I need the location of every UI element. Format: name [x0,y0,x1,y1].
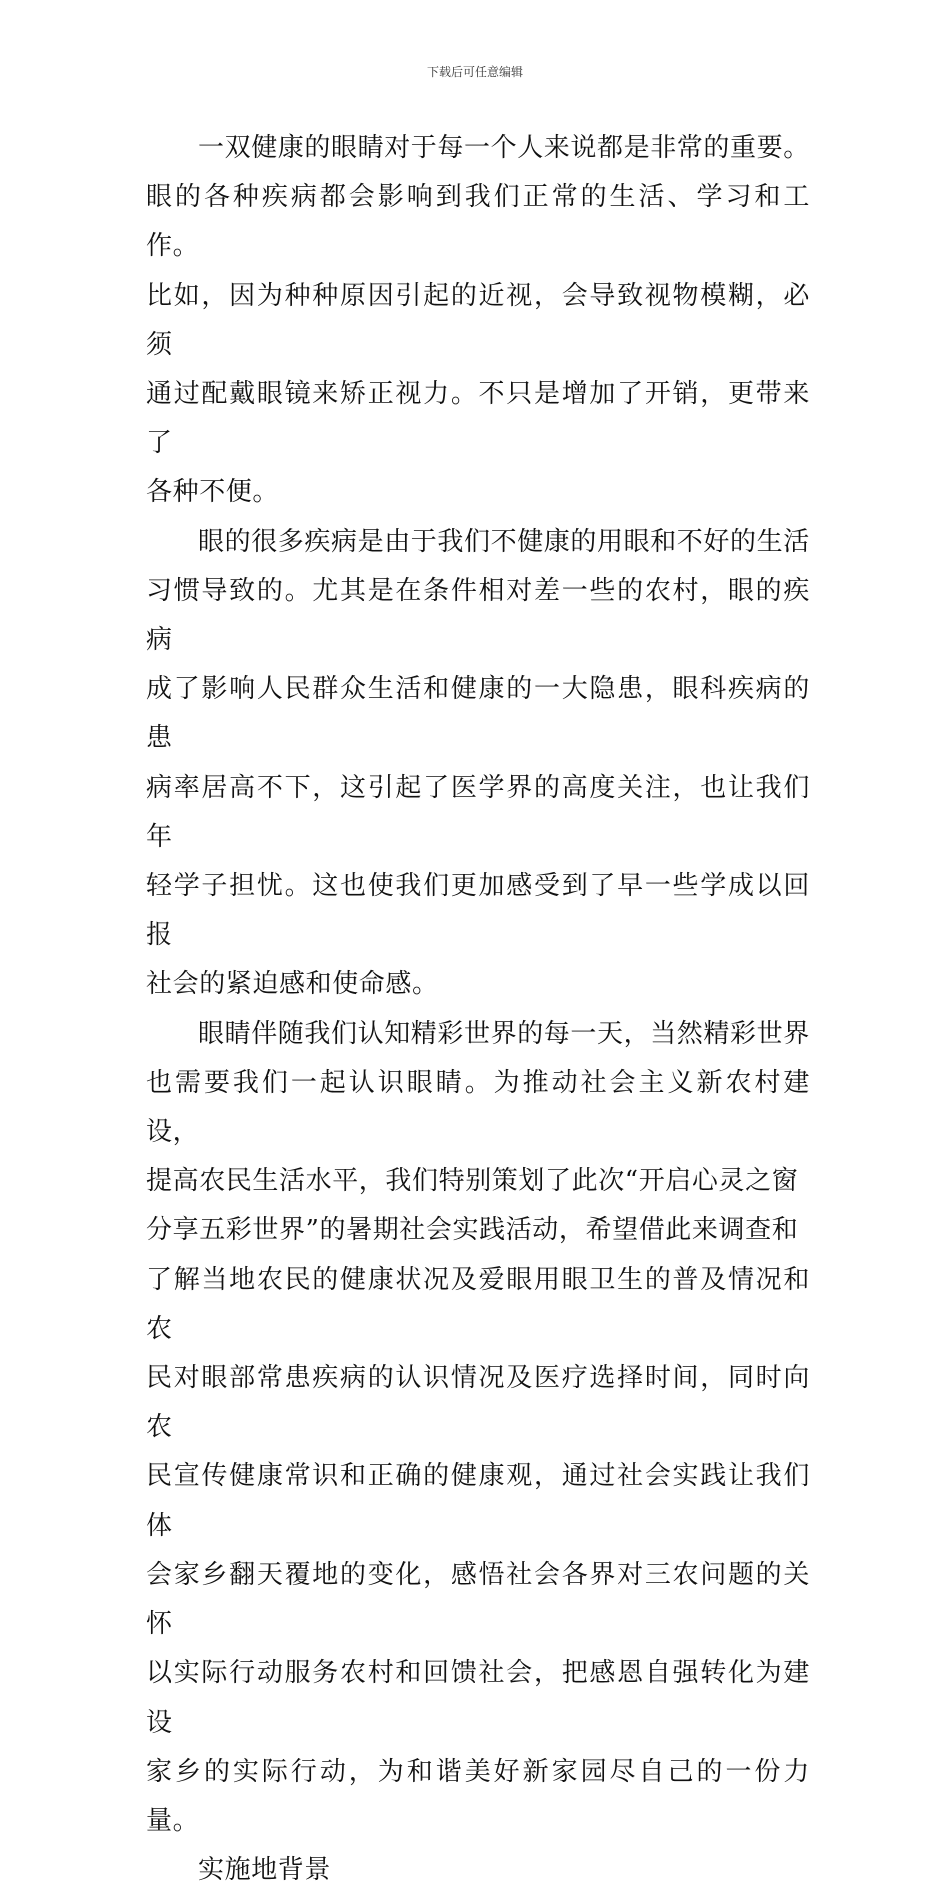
paragraph-line: 会家乡翻天覆地的变化，感悟社会各界对三农问题的关怀 [146,1559,810,1640]
document-body [146,124,810,1895]
paragraph-line: 各种不便。 [146,477,280,508]
paragraph-line: 分享五彩世界”的暑期社会实践活动，希望借此来调查和 [146,1215,799,1246]
paragraph-line: 眼的各种疾病都会影响到我们正常的生活、学习和工作。 [146,182,810,262]
paragraph-line: 一双健康的眼睛对于每一个人来说都是非常的重要。 [198,133,810,163]
page-header: 下载后可任意编辑 [426,65,523,79]
paragraph-line: 眼睛伴随我们认知精彩世界的每一天，当然精彩世界 [198,1018,810,1049]
paragraph-line: 眼的很多疾病是由于我们不健康的用眼和不好的生活 [198,526,810,557]
paragraph-line: 比如，因为种种原因引起的近视，会导致视物模糊，必须 [146,280,810,360]
paragraph-1 [146,124,810,518]
paragraph-line: 社会的紧迫感和使命感。 [146,969,439,1000]
paragraph-line: 以实际行动服务农村和回馈社会，把感恩自强转化为建设 [146,1658,810,1738]
paragraph-line: 通过配戴眼镜来矫正视力。不只是增加了开销，更带来了 [146,379,810,459]
paragraph-2 [146,518,810,1010]
paragraph-line: 家乡的实际行动，为和谐美好新家园尽自己的一份力量。 [146,1756,810,1836]
section-heading [146,1846,810,1895]
paragraph-line: 民对眼部常患疾病的认识情况及医疗选择时间，同时向农 [146,1363,810,1443]
paragraph-line: 民宣传健康常识和正确的健康观，通过社会实践让我们体 [146,1461,810,1541]
paragraph-line: 轻学子担忧。这也使我们更加感受到了早一些学成以回报 [146,871,810,951]
paragraph-line: 病率居高不下，这引起了医学界的高度关注，也让我们年 [146,772,810,852]
paragraph-3 [146,1010,810,1846]
paragraph-line: 习惯导致的。尤其是在条件相对差一些的农村，眼的疾病 [146,575,810,656]
paragraph-line: 了解当地农民的健康状况及爱眼用眼卫生的普及情况和农 [146,1264,810,1344]
paragraph-line: 也需要我们一起认识眼睛。为推动社会主义新农村建设， [146,1067,810,1148]
section-heading-text: 实施地背景 [198,1855,332,1886]
paragraph-line: 成了影响人民群众生活和健康的一大隐患，眼科疾病的患 [146,674,810,754]
paragraph-line: 提高农民生活水平，我们特别策划了此次“开启心灵之窗 [146,1166,799,1197]
